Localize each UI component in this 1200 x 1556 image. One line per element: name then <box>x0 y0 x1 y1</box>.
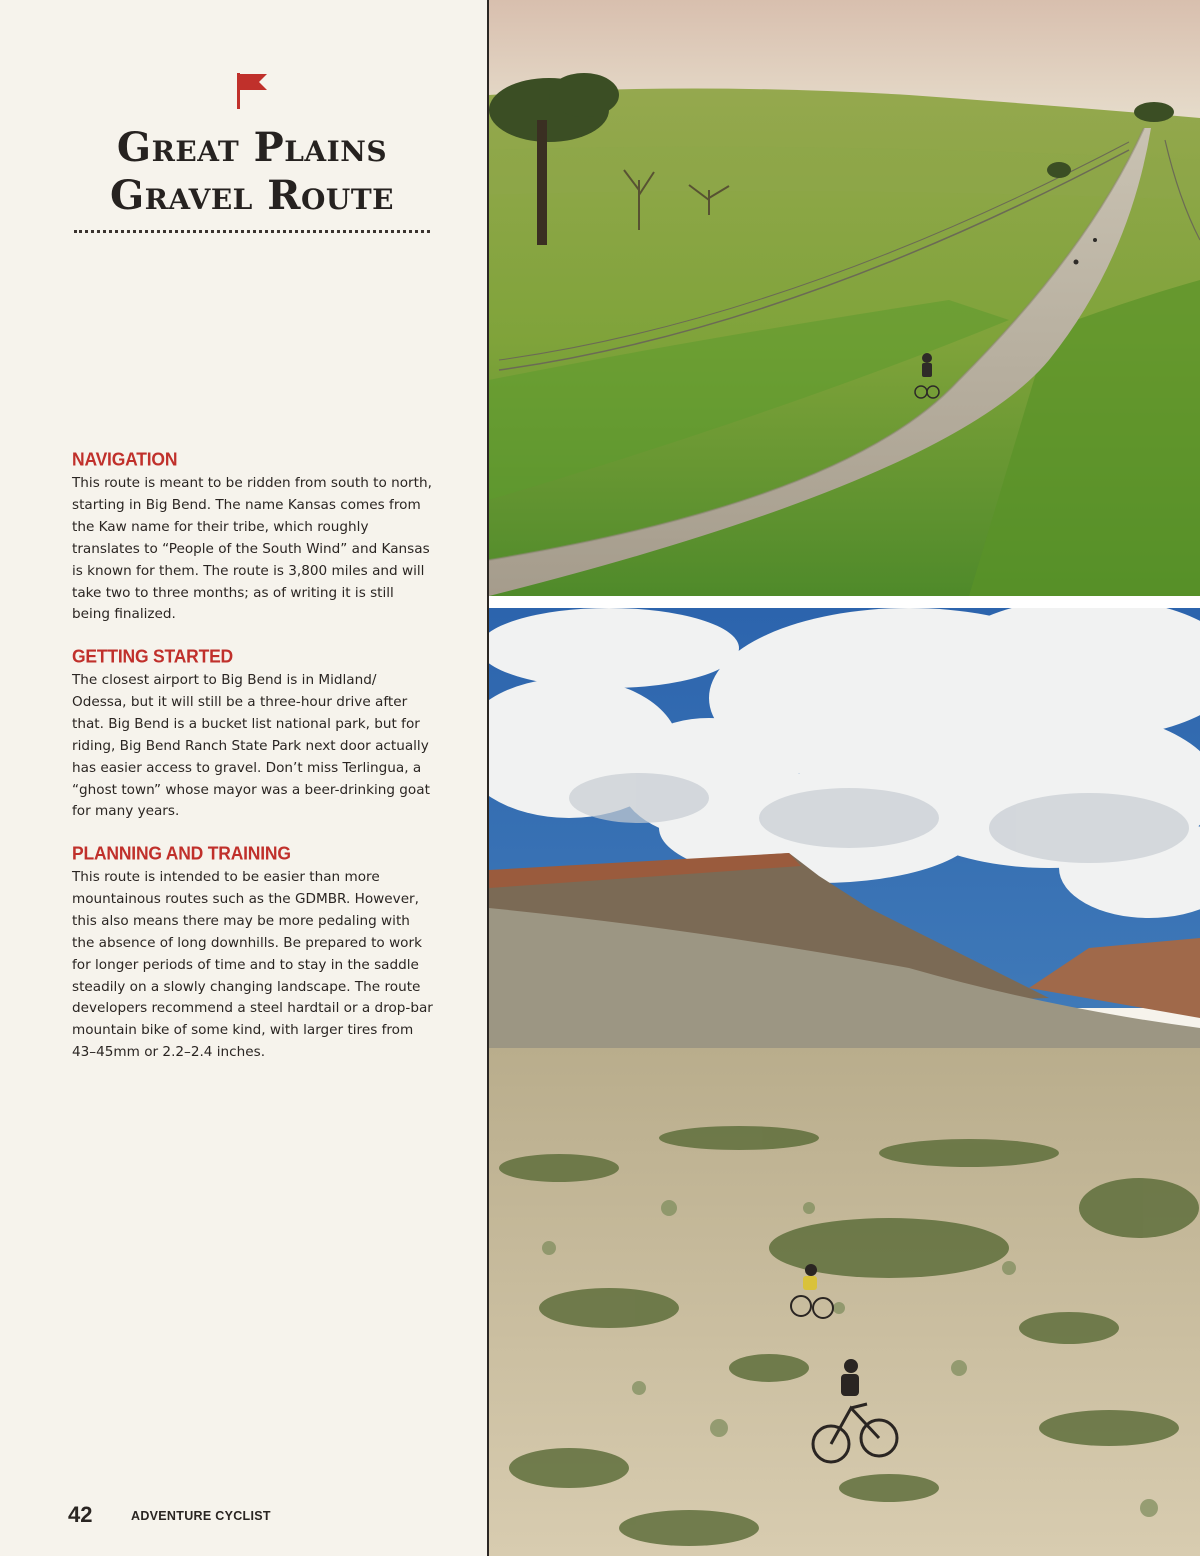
page-title <box>60 124 444 220</box>
title-line-1: Great Plains <box>116 124 388 171</box>
section-getting-started <box>72 645 434 823</box>
flag-icon <box>235 72 269 110</box>
title-line-2: Gravel Route <box>109 172 395 219</box>
photo-gutter <box>489 596 1200 608</box>
page-number: 42 <box>68 1502 93 1527</box>
magazine-name: ADVENTURE CYCLIST <box>131 1509 271 1523</box>
photo-flint-hills <box>489 0 1200 596</box>
section-planning-and-training <box>72 842 434 1064</box>
section-body: This route is meant to be ridden from south to north, starting in Big Bend. The name Kansas comes from the Kaw name for their tribe, which roughly translates to “People of the South Wind” and Kansas is known for them. The route is 3,800 miles and will take two to three months; as of writing it is still being finalized. <box>72 475 432 623</box>
section-heading: GETTING STARTED <box>72 645 233 667</box>
photo-big-bend <box>489 608 1200 1556</box>
section-heading: NAVIGATION <box>72 448 178 470</box>
text-column <box>0 0 487 1556</box>
section-body: This route is intended to be easier than more mountainous routes such as the GDMBR. However, this also means there may be more pedaling with the absence of long downhills. Be prepared to work for longer periods of time and to stay in the saddle steadily on a slowly changing landscape. The route developers recommend a steel hardtail or a drop-bar mountain bike of some kind, with larger tires from 43–45mm or 2.2–2.4 inches. <box>72 869 433 1061</box>
section-navigation <box>72 448 434 626</box>
title-dotted-rule <box>74 230 430 233</box>
section-body: The closest airport to Big Bend is in Midland/ Odessa, but it will still be a three-hour drive after that. Big Bend is a bucket list national park, but for riding, Big Bend Ranch State Park next door actually has easier access to gravel. Don’t miss Terlingua, a “ghost town” whose mayor was a beer-drinking goat for many years. <box>72 672 430 820</box>
section-heading: PLANNING AND TRAINING <box>72 842 291 864</box>
